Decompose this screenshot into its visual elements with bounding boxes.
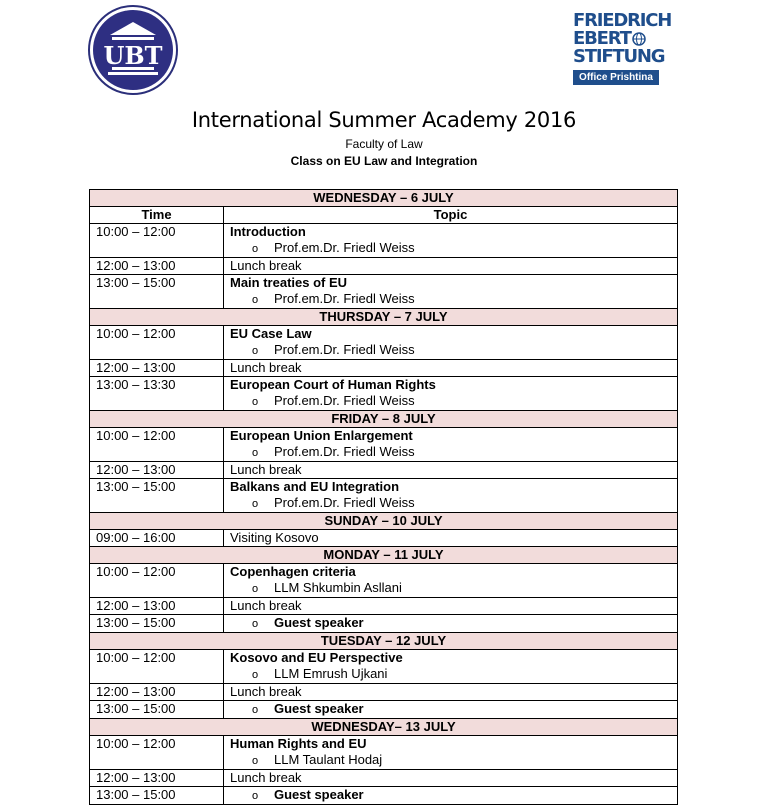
- session-time: 10:00 – 12:00: [90, 736, 224, 770]
- table-row: [90, 684, 678, 701]
- table-row: [90, 598, 678, 615]
- table-row: [90, 770, 678, 787]
- session-time: 10:00 – 12:00: [90, 326, 224, 360]
- session-time: 13:00 – 15:00: [90, 701, 224, 719]
- bullet-icon: o: [252, 447, 259, 459]
- session-time: 13:00 – 13:30: [90, 377, 224, 411]
- speaker-name: Prof.em.Dr. Friedl Weiss: [274, 240, 415, 255]
- bullet-icon: o: [252, 669, 259, 681]
- bullet-icon: o: [252, 498, 259, 510]
- table-row: [90, 564, 678, 598]
- bullet-icon: o: [252, 243, 259, 255]
- table-row: [90, 479, 678, 513]
- table-row: [90, 650, 678, 684]
- fes-logo-office: Office Prishtina: [573, 70, 659, 85]
- session-time: 13:00 – 15:00: [90, 275, 224, 309]
- bullet-icon: o: [252, 396, 259, 408]
- guest-speaker: Guest speaker: [274, 701, 364, 716]
- session-time: 12:00 – 13:00: [90, 598, 224, 615]
- speaker-line: [230, 701, 671, 718]
- session-topic-cell: [224, 770, 678, 787]
- speaker-line: [230, 393, 671, 410]
- day-header-row: [90, 719, 678, 736]
- ubt-logo-text: UBT: [103, 41, 163, 70]
- speaker-name: Prof.em.Dr. Friedl Weiss: [274, 291, 415, 306]
- speaker-line: [230, 291, 671, 308]
- session-topic-cell: [224, 615, 678, 633]
- day-label: WEDNESDAY – 6 JULY: [90, 190, 678, 207]
- fes-logo: [573, 10, 672, 92]
- table-row: [90, 275, 678, 309]
- speaker-line: [230, 666, 671, 683]
- session-time: 13:00 – 15:00: [90, 479, 224, 513]
- guest-speaker: Guest speaker: [274, 787, 364, 802]
- table-row: [90, 224, 678, 258]
- speaker-name: Prof.em.Dr. Friedl Weiss: [274, 495, 415, 510]
- session-topic-cell: [224, 258, 678, 275]
- bullet-icon: o: [252, 704, 259, 716]
- session-topic-cell: [224, 564, 678, 598]
- table-row: [90, 615, 678, 633]
- session-time: 10:00 – 12:00: [90, 428, 224, 462]
- fes-logo-line3: STIFTUNG: [573, 46, 665, 67]
- session-topic-cell: [224, 684, 678, 701]
- session-time: 12:00 – 13:00: [90, 258, 224, 275]
- speaker-name: LLM Taulant Hodaj: [274, 752, 383, 767]
- session-text: Lunch break: [230, 360, 302, 375]
- column-header-time: Time: [90, 207, 224, 224]
- bullet-icon: o: [252, 618, 259, 630]
- session-topic-cell: [224, 377, 678, 411]
- table-row: [90, 462, 678, 479]
- day-label: TUESDAY – 12 JULY: [90, 633, 678, 650]
- session-topic: Main treaties of EU: [230, 275, 348, 290]
- session-topic: European Union Enlargement: [230, 428, 413, 443]
- session-text: Lunch break: [230, 462, 302, 477]
- session-time: 09:00 – 16:00: [90, 530, 224, 547]
- table-row: [90, 258, 678, 275]
- speaker-line: [230, 495, 671, 512]
- day-header-row: [90, 411, 678, 428]
- day-label: FRIDAY – 8 JULY: [90, 411, 678, 428]
- session-topic-cell: [224, 224, 678, 258]
- speaker-line: [230, 752, 671, 769]
- session-topic-cell: [224, 462, 678, 479]
- schedule-body: [90, 190, 678, 805]
- day-header-row: [90, 513, 678, 530]
- day-label: SUNDAY – 10 JULY: [90, 513, 678, 530]
- session-text: Lunch break: [230, 258, 302, 273]
- session-topic: Copenhagen criteria: [230, 564, 356, 579]
- session-topic-cell: [224, 428, 678, 462]
- speaker-line: [230, 615, 671, 632]
- session-topic-cell: [224, 701, 678, 719]
- session-topic: Balkans and EU Integration: [230, 479, 400, 494]
- day-header-row: [90, 309, 678, 326]
- speaker-name: Prof.em.Dr. Friedl Weiss: [274, 393, 415, 408]
- bullet-icon: o: [252, 755, 259, 767]
- session-topic-cell: [224, 479, 678, 513]
- schedule-table: [89, 189, 678, 805]
- day-header-row: [90, 190, 678, 207]
- table-row: [90, 360, 678, 377]
- page-title: International Summer Academy 2016: [191, 108, 577, 132]
- session-time: 12:00 – 13:00: [90, 360, 224, 377]
- bullet-icon: o: [252, 345, 259, 357]
- day-header-row: [90, 633, 678, 650]
- session-time: 12:00 – 13:00: [90, 770, 224, 787]
- table-row: [90, 787, 678, 805]
- session-topic-cell: [224, 650, 678, 684]
- speaker-line: [230, 342, 671, 359]
- session-time: 12:00 – 13:00: [90, 462, 224, 479]
- column-header-row: [90, 207, 678, 224]
- table-row: [90, 377, 678, 411]
- fes-logo-line1: FRIEDRICH: [573, 10, 672, 31]
- day-label: WEDNESDAY– 13 JULY: [90, 719, 678, 736]
- day-header-row: [90, 547, 678, 564]
- session-time: 10:00 – 12:00: [90, 224, 224, 258]
- speaker-line: [230, 787, 671, 804]
- session-time: 13:00 – 15:00: [90, 615, 224, 633]
- session-topic-cell: [224, 275, 678, 309]
- speaker-line: [230, 240, 671, 257]
- class-name: Class on EU Law and Integration: [290, 154, 478, 168]
- session-time: 12:00 – 13:00: [90, 684, 224, 701]
- day-label: MONDAY – 11 JULY: [90, 547, 678, 564]
- guest-speaker: Guest speaker: [274, 615, 364, 630]
- session-time: 10:00 – 12:00: [90, 564, 224, 598]
- column-header-topic: Topic: [224, 207, 678, 224]
- session-topic: European Court of Human Rights: [230, 377, 436, 392]
- bullet-icon: o: [252, 790, 259, 802]
- session-text: Visiting Kosovo: [230, 530, 319, 545]
- session-topic-cell: [224, 326, 678, 360]
- table-row: [90, 736, 678, 770]
- speaker-line: [230, 580, 671, 597]
- globe-icon: [632, 32, 646, 46]
- faculty-subtitle: Faculty of Law: [345, 137, 423, 151]
- session-topic-cell: [224, 530, 678, 547]
- session-topic-cell: [224, 598, 678, 615]
- ubt-logo: [88, 5, 178, 95]
- bullet-icon: o: [252, 294, 259, 306]
- table-row: [90, 530, 678, 547]
- table-row: [90, 326, 678, 360]
- session-topic: Human Rights and EU: [230, 736, 367, 751]
- speaker-name: LLM Emrush Ujkani: [274, 666, 388, 681]
- session-topic-cell: [224, 736, 678, 770]
- speaker-name: LLM Shkumbin Asllani: [274, 580, 402, 595]
- session-time: 13:00 – 15:00: [90, 787, 224, 805]
- table-row: [90, 428, 678, 462]
- table-row: [90, 701, 678, 719]
- session-time: 10:00 – 12:00: [90, 650, 224, 684]
- speaker-line: [230, 444, 671, 461]
- day-label: THURSDAY – 7 JULY: [90, 309, 678, 326]
- bullet-icon: o: [252, 583, 259, 595]
- session-topic-cell: [224, 360, 678, 377]
- session-text: Lunch break: [230, 598, 302, 613]
- session-topic: Introduction: [230, 224, 306, 239]
- speaker-name: Prof.em.Dr. Friedl Weiss: [274, 342, 415, 357]
- session-topic: Kosovo and EU Perspective: [230, 650, 403, 665]
- session-topic: EU Case Law: [230, 326, 312, 341]
- speaker-name: Prof.em.Dr. Friedl Weiss: [274, 444, 415, 459]
- session-text: Lunch break: [230, 684, 302, 699]
- fes-logo-line2: EBERT: [573, 30, 661, 48]
- session-text: Lunch break: [230, 770, 302, 785]
- session-topic-cell: [224, 787, 678, 805]
